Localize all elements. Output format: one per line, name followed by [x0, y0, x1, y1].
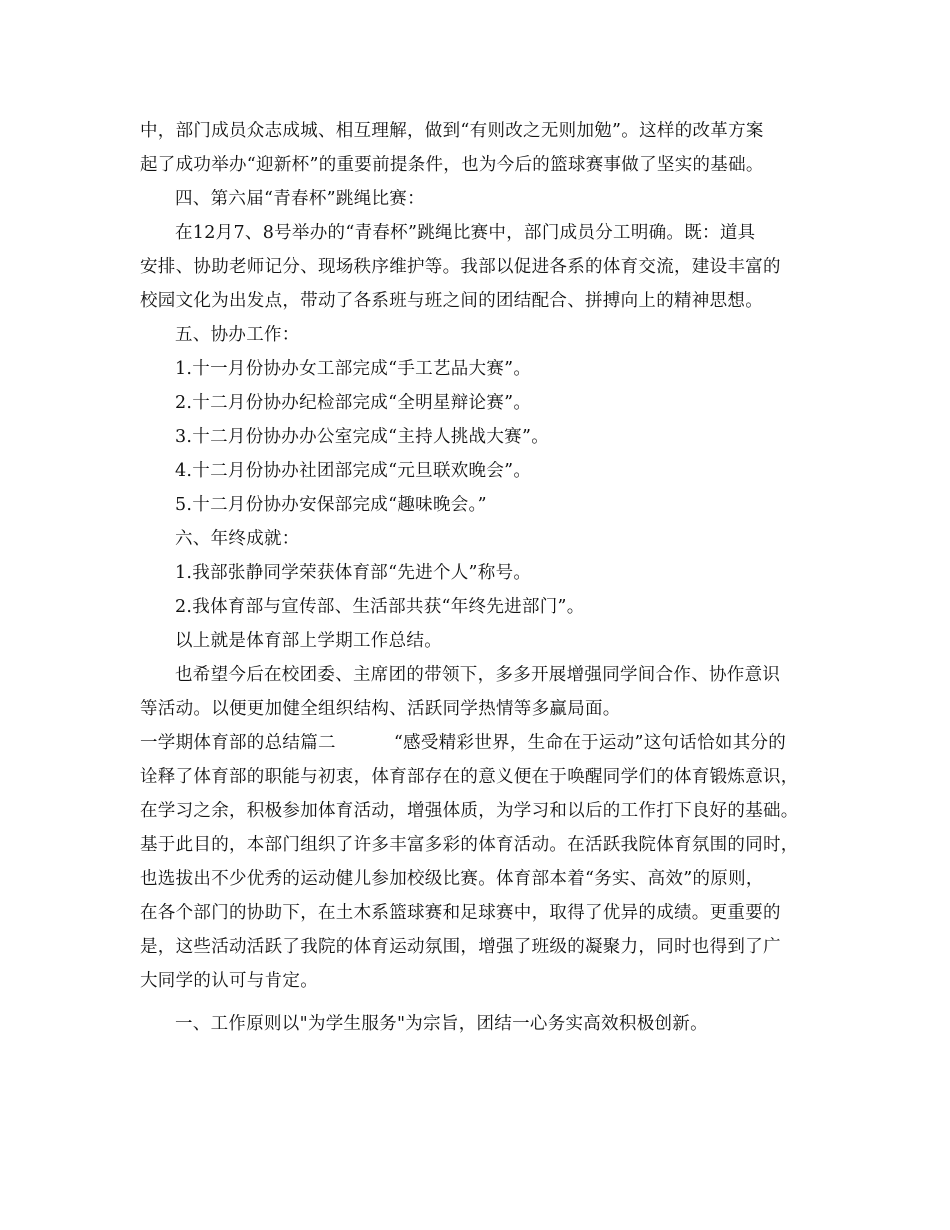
article-title: 一学期体育部的总结篇二 [140, 733, 336, 753]
list-item: 3.十二月份协办办公室完成“主持人挑战大赛”。 [175, 427, 549, 447]
list-item: 5.十二月份协办安保部完成“趣味晚会。” [175, 495, 487, 515]
article-title-line [140, 726, 820, 760]
text-line: 以上就是体育部上学期工作总结。 [175, 631, 442, 651]
text-line: 起了成功举办“迎新杯”的重要前提条件，也为今后的篮球赛事做了坚实的基础。 [140, 155, 764, 175]
section-heading: 四、第六届“青春杯”跳绳比赛： [175, 189, 425, 209]
section-heading: 五、协办工作： [175, 325, 300, 345]
text-line: 在学习之余，积极参加体育活动，增强体质，为学习和以后的工作打下良好的基础。 [140, 801, 799, 821]
list-item: 2.十二月份协办纪检部完成“全明星辩论赛”。 [175, 393, 532, 413]
text-line: 中，部门成员众志成城、相互理解，做到“有则改之无则加勉”。这样的改革方案 [140, 121, 764, 141]
text-line: 是，这些活动活跃了我院的体育运动氛围，增强了班级的凝聚力，同时也得到了广 [140, 937, 781, 957]
document-body [140, 114, 820, 1041]
text-line: “感受精彩世界，生命在于运动”这句话恰如其分的 [393, 733, 787, 753]
text-line: 也希望今后在校团委、主席团的带领下，多多开展增强同学间合作、协作意识 [175, 665, 781, 685]
list-item: 1.我部张静同学荣获体育部“先进个人”称号。 [175, 563, 532, 583]
text-line: 基于此目的，本部门组织了许多丰富多彩的体育活动。在活跃我院体育氛围的同时， [140, 835, 799, 855]
list-item: 2.我体育部与宣传部、生活部共获“年终先进部门”。 [175, 597, 585, 617]
text-line: 在各个部门的协助下，在土木系篮球赛和足球赛中，取得了优异的成绩。更重要的 [140, 903, 781, 923]
list-item: 1.十一月份协办女工部完成“手工艺品大赛”。 [175, 359, 532, 379]
text-line: 大同学的认可与肯定。 [140, 971, 318, 991]
list-item: 4.十二月份协办社团部完成“元旦联欢晚会”。 [175, 461, 532, 481]
text-line: 安排、协助老师记分、现场秩序维护等。我部以促进各系的体育交流，建设丰富的 [140, 257, 781, 277]
text-line: 在12月7、8号举办的“青春杯”跳绳比赛中，部门成员分工明确。既：道具 [175, 223, 756, 243]
text-line: 诠释了体育部的职能与初衷，体育部存在的意义便在于唤醒同学们的体育锻炼意识， [140, 767, 799, 787]
text-line: 校园文化为出发点，带动了各系班与班之间的团结配合、拼搏向上的精神思想。 [140, 291, 763, 311]
section-heading: 一、工作原则以"为学生服务"为宗旨，团结一心务实高效积极创新。 [175, 1014, 708, 1034]
section-heading: 六、年终成就： [175, 529, 300, 549]
text-line: 等活动。以便更加健全组织结构、活跃同学热情等多赢局面。 [140, 699, 621, 719]
text-line: 也选拔出不少优秀的运动健儿参加校级比赛。体育部本着“务实、高效”的原则， [140, 869, 764, 889]
